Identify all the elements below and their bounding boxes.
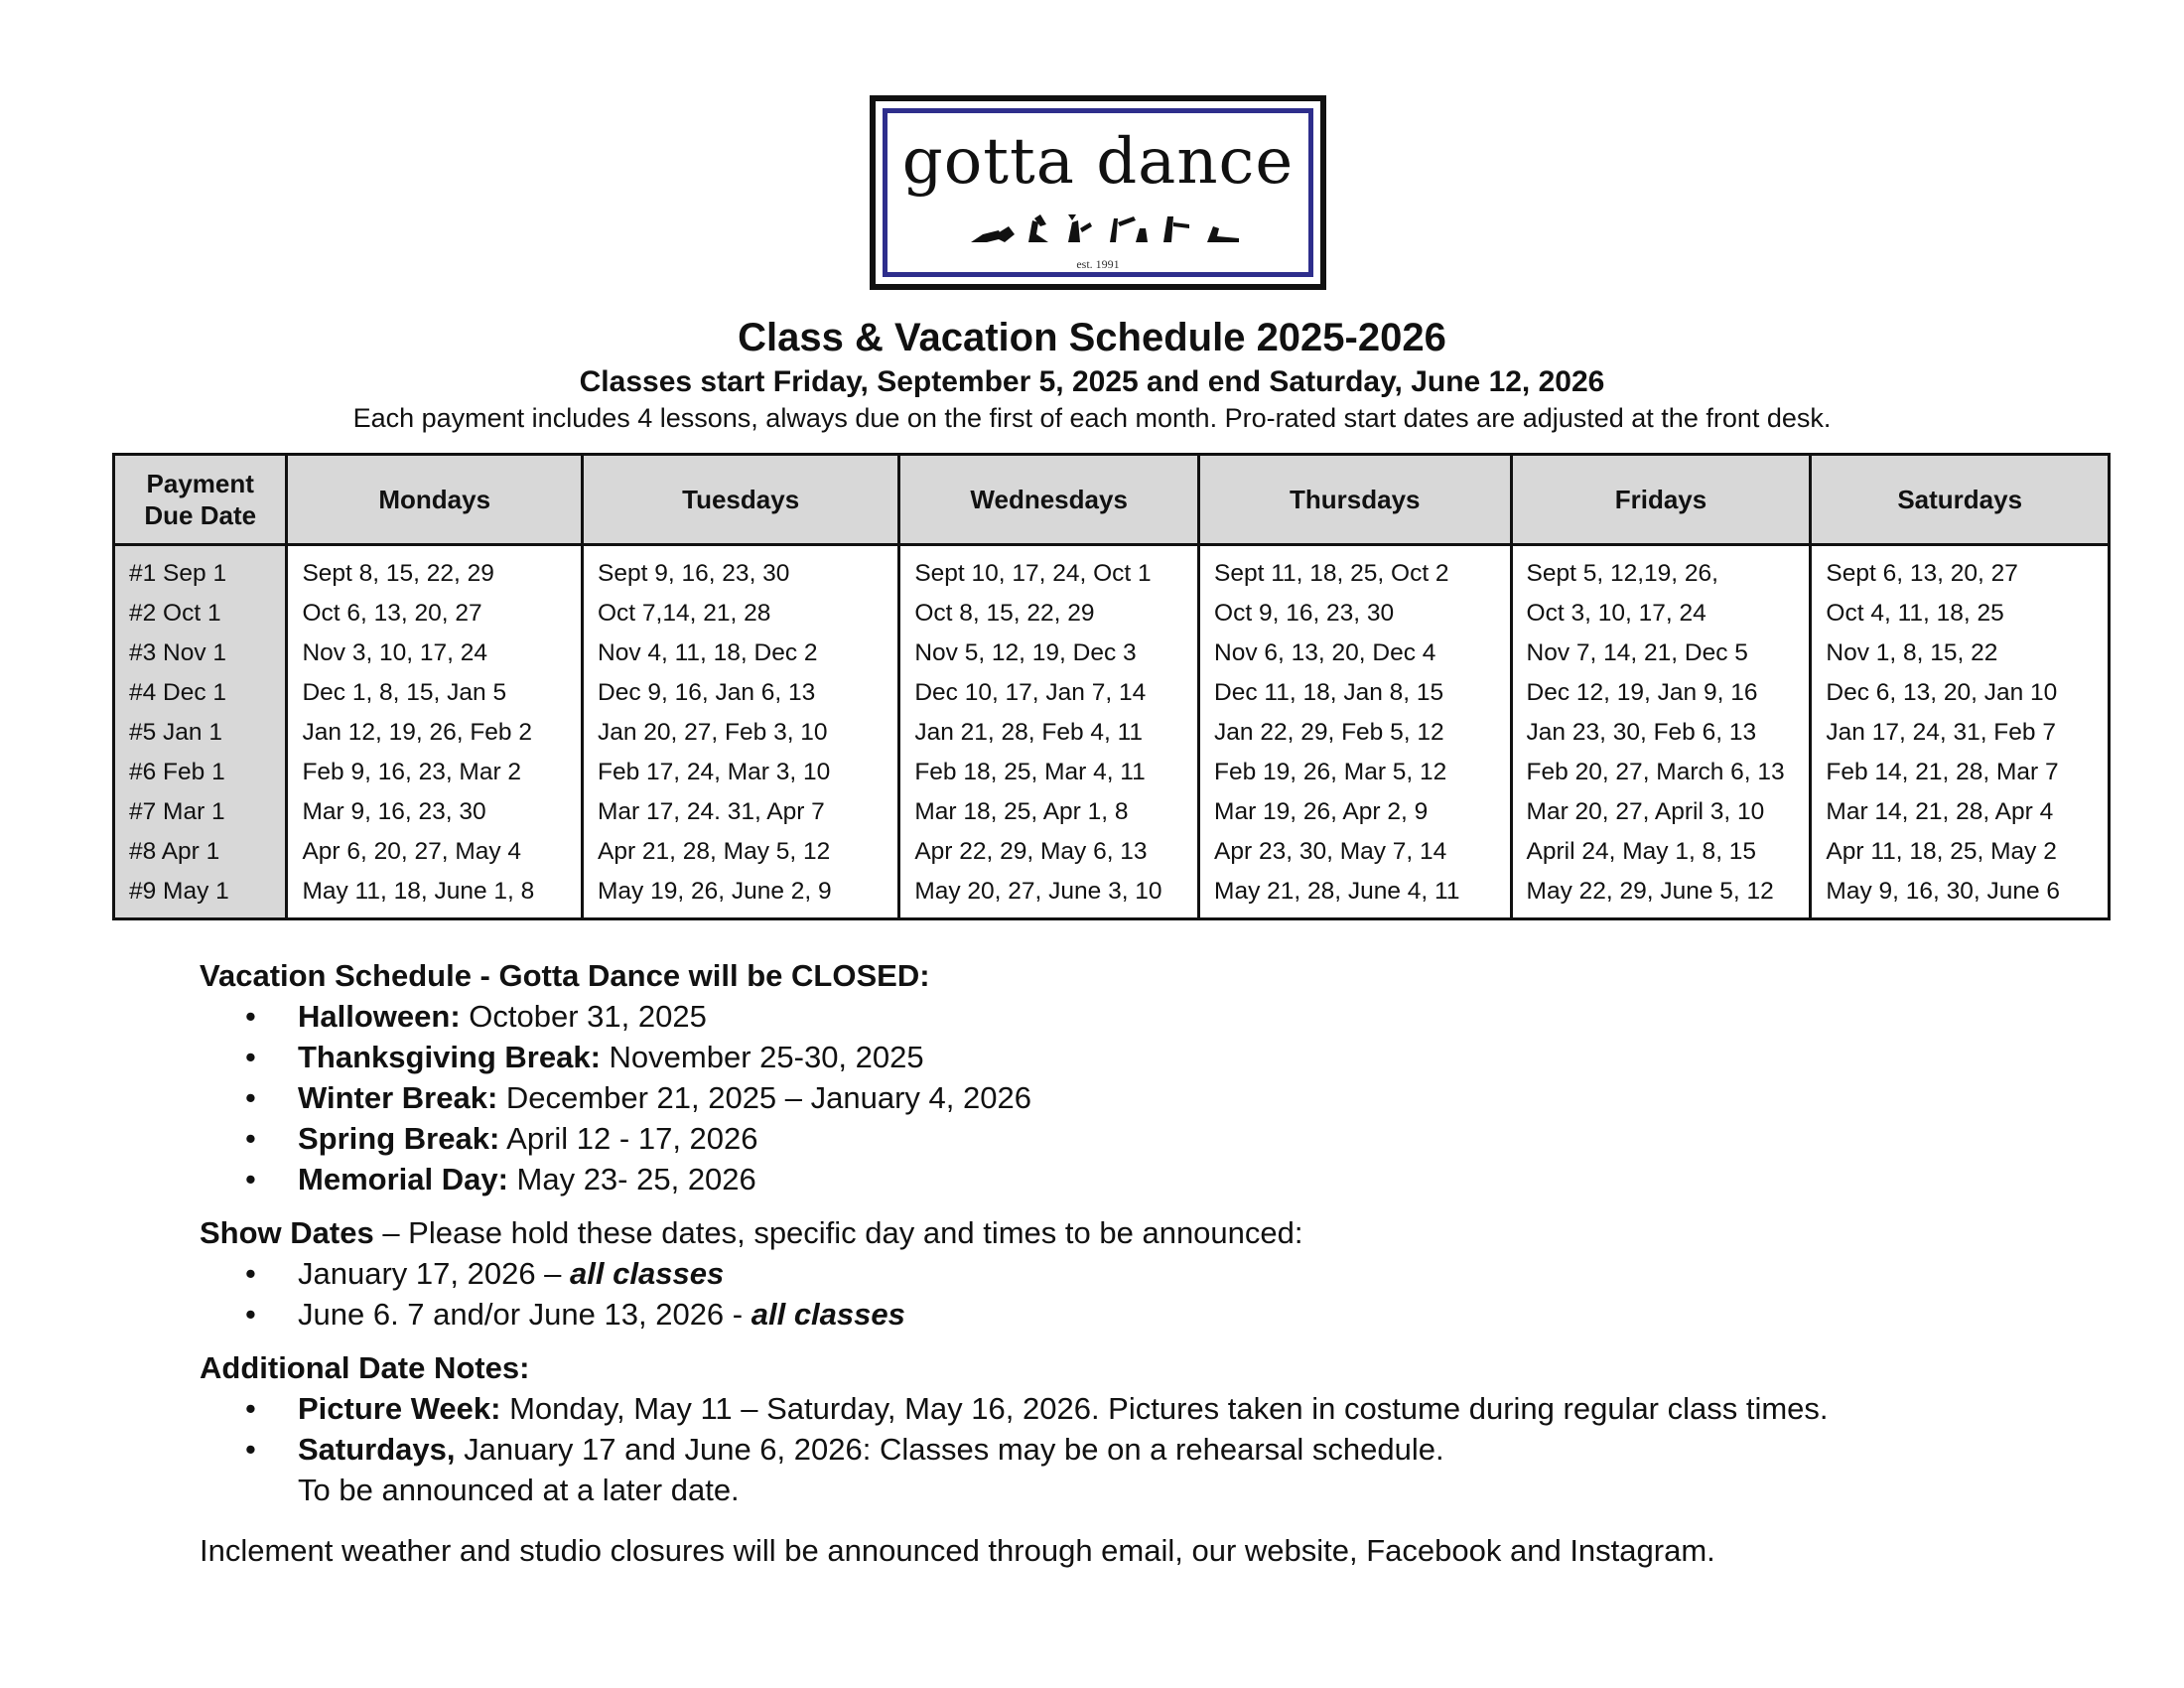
logo xyxy=(870,95,1326,290)
table-cell: Feb 14, 21, 28, Mar 7 xyxy=(1811,753,2110,792)
item-text: November 25-30, 2025 xyxy=(600,1040,924,1074)
table-cell: Jan 12, 19, 26, Feb 2 xyxy=(287,713,583,753)
table-cell: Oct 9, 16, 23, 30 xyxy=(1199,594,1512,633)
logo-wordmark: gotta dance xyxy=(901,125,1295,199)
table-row xyxy=(114,832,2110,872)
item-text: June 6. 7 and/or June 13, 2026 - xyxy=(298,1297,751,1332)
table-cell: Oct 6, 13, 20, 27 xyxy=(287,594,583,633)
table-cell: Apr 23, 30, May 7, 14 xyxy=(1199,832,1512,872)
table-cell: Nov 7, 14, 21, Dec 5 xyxy=(1511,633,1811,673)
header-tuesdays: Tuesdays xyxy=(583,455,899,545)
list-item xyxy=(298,1429,2135,1510)
table-row xyxy=(114,792,2110,832)
item-text: October 31, 2025 xyxy=(460,999,707,1034)
logo-established: est. 1991 xyxy=(1076,257,1120,271)
table-cell: Dec 9, 16, Jan 6, 13 xyxy=(583,673,899,713)
dancer-silhouettes-icon xyxy=(969,212,1257,248)
table-cell: Jan 22, 29, Feb 5, 12 xyxy=(1199,713,1512,753)
table-row xyxy=(114,594,2110,633)
list-item xyxy=(298,1388,2135,1429)
table-cell: Feb 9, 16, 23, Mar 2 xyxy=(287,753,583,792)
header-saturdays: Saturdays xyxy=(1811,455,2110,545)
table-cell: May 11, 18, June 1, 8 xyxy=(287,872,583,919)
item-label: Spring Break: xyxy=(298,1121,500,1156)
item-label: Memorial Day: xyxy=(298,1162,508,1196)
list-item xyxy=(298,1253,2135,1294)
item-emphasis: all classes xyxy=(570,1256,725,1291)
table-cell: April 24, May 1, 8, 15 xyxy=(1511,832,1811,872)
table-cell: Feb 18, 25, Mar 4, 11 xyxy=(899,753,1199,792)
table-cell: Apr 6, 20, 27, May 4 xyxy=(287,832,583,872)
notes-section xyxy=(200,955,2135,1571)
table-cell: Nov 4, 11, 18, Dec 2 xyxy=(583,633,899,673)
table-cell: Mar 19, 26, Apr 2, 9 xyxy=(1199,792,1512,832)
table-cell: Sept 5, 12,19, 26, xyxy=(1511,545,1811,595)
page-subtitle: Classes start Friday, September 5, 2025 and end Saturday, June 12, 2026 xyxy=(579,365,1605,398)
table-cell: Jan 17, 24, 31, Feb 7 xyxy=(1811,713,2110,753)
table-cell: Sept 10, 17, 24, Oct 1 xyxy=(899,545,1199,595)
payment-cell: #3 Nov 1 xyxy=(114,633,287,673)
payment-note: Each payment includes 4 lessons, always due on the first of each month. Pro-rated start dates are adjusted at the front desk. xyxy=(352,403,1832,433)
table-cell: Mar 14, 21, 28, Apr 4 xyxy=(1811,792,2110,832)
item-emphasis: all classes xyxy=(751,1297,905,1332)
payment-cell: #2 Oct 1 xyxy=(114,594,287,633)
list-item xyxy=(298,1077,2135,1118)
weather-closure-note: Inclement weather and studio closures will be announced through email, our website, Facebook and Instagram. xyxy=(200,1533,1715,1568)
additional-notes-list xyxy=(200,1388,2135,1510)
item-label: Thanksgiving Break: xyxy=(298,1040,601,1074)
table-cell: Apr 22, 29, May 6, 13 xyxy=(899,832,1199,872)
item-text: January 17, 2026 – xyxy=(298,1256,571,1291)
table-cell: May 20, 27, June 3, 10 xyxy=(899,872,1199,919)
table-cell: Nov 1, 8, 15, 22 xyxy=(1811,633,2110,673)
table-cell: May 19, 26, June 2, 9 xyxy=(583,872,899,919)
header-thursdays: Thursdays xyxy=(1199,455,1512,545)
table-row xyxy=(114,872,2110,919)
table-header-row xyxy=(114,455,2110,545)
payment-cell: #9 May 1 xyxy=(114,872,287,919)
list-item xyxy=(298,1037,2135,1077)
table-cell: Oct 7,14, 21, 28 xyxy=(583,594,899,633)
item-label: Picture Week: xyxy=(298,1391,501,1426)
list-item xyxy=(298,996,2135,1037)
header-payment-due-date xyxy=(114,455,287,545)
table-cell: Dec 11, 18, Jan 8, 15 xyxy=(1199,673,1512,713)
table-cell: Sept 11, 18, 25, Oct 2 xyxy=(1199,545,1512,595)
table-cell: Mar 17, 24. 31, Apr 7 xyxy=(583,792,899,832)
table-cell: Jan 23, 30, Feb 6, 13 xyxy=(1511,713,1811,753)
table-cell: Nov 5, 12, 19, Dec 3 xyxy=(899,633,1199,673)
table-row xyxy=(114,713,2110,753)
table-cell: Nov 6, 13, 20, Dec 4 xyxy=(1199,633,1512,673)
header-mondays: Mondays xyxy=(287,455,583,545)
table-cell: Oct 8, 15, 22, 29 xyxy=(899,594,1199,633)
table-row xyxy=(114,673,2110,713)
item-label: Halloween: xyxy=(298,999,461,1034)
table-cell: Jan 20, 27, Feb 3, 10 xyxy=(583,713,899,753)
payment-cell: #8 Apr 1 xyxy=(114,832,287,872)
table-cell: Mar 18, 25, Apr 1, 8 xyxy=(899,792,1199,832)
item-text: January 17 and June 6, 2026: Classes may be on a rehearsal schedule. xyxy=(455,1432,1444,1467)
vacation-list xyxy=(200,996,2135,1199)
schedule-table xyxy=(112,453,2111,920)
table-row xyxy=(114,753,2110,792)
table-cell: Apr 21, 28, May 5, 12 xyxy=(583,832,899,872)
list-item xyxy=(298,1294,2135,1335)
item-text: Monday, May 11 – Saturday, May 16, 2026. Pictures taken in costume during regular class times. xyxy=(500,1391,1829,1426)
item-label: Saturdays, xyxy=(298,1432,456,1467)
table-row xyxy=(114,633,2110,673)
item-text: April 12 - 17, 2026 xyxy=(499,1121,758,1156)
table-cell: Mar 9, 16, 23, 30 xyxy=(287,792,583,832)
table-cell: Dec 10, 17, Jan 7, 14 xyxy=(899,673,1199,713)
show-dates-line xyxy=(200,1212,2135,1253)
table-cell: Sept 6, 13, 20, 27 xyxy=(1811,545,2110,595)
table-cell: Nov 3, 10, 17, 24 xyxy=(287,633,583,673)
table-cell: Jan 21, 28, Feb 4, 11 xyxy=(899,713,1199,753)
show-dates-heading: Show Dates xyxy=(200,1215,374,1250)
show-dates-intro: – Please hold these dates, specific day and times to be announced: xyxy=(373,1215,1303,1250)
table-cell: Dec 1, 8, 15, Jan 5 xyxy=(287,673,583,713)
table-cell: Apr 11, 18, 25, May 2 xyxy=(1811,832,2110,872)
item-text-line2: To be announced at a later date. xyxy=(298,1473,740,1507)
table-cell: Oct 4, 11, 18, 25 xyxy=(1811,594,2110,633)
header-payment-line2: Due Date xyxy=(144,500,257,530)
table-cell: May 9, 16, 30, June 6 xyxy=(1811,872,2110,919)
vacation-heading: Vacation Schedule - Gotta Dance will be CLOSED: xyxy=(200,958,930,993)
table-cell: Sept 8, 15, 22, 29 xyxy=(287,545,583,595)
payment-cell: #1 Sep 1 xyxy=(114,545,287,595)
table-cell: Feb 19, 26, Mar 5, 12 xyxy=(1199,753,1512,792)
header-fridays: Fridays xyxy=(1511,455,1811,545)
table-cell: Feb 17, 24, Mar 3, 10 xyxy=(583,753,899,792)
table-cell: Oct 3, 10, 17, 24 xyxy=(1511,594,1811,633)
table-cell: Feb 20, 27, March 6, 13 xyxy=(1511,753,1811,792)
item-text: May 23- 25, 2026 xyxy=(507,1162,756,1196)
payment-cell: #5 Jan 1 xyxy=(114,713,287,753)
table-cell: Mar 20, 27, April 3, 10 xyxy=(1511,792,1811,832)
list-item xyxy=(298,1159,2135,1199)
list-item xyxy=(298,1118,2135,1159)
payment-cell: #4 Dec 1 xyxy=(114,673,287,713)
additional-notes-heading: Additional Date Notes: xyxy=(200,1350,530,1385)
item-text: December 21, 2025 – January 4, 2026 xyxy=(497,1080,1031,1115)
header-payment-line1: Payment xyxy=(146,469,254,498)
header-wednesdays: Wednesdays xyxy=(899,455,1199,545)
logo-frame xyxy=(883,108,1313,277)
table-cell: Dec 6, 13, 20, Jan 10 xyxy=(1811,673,2110,713)
table-cell: Sept 9, 16, 23, 30 xyxy=(583,545,899,595)
table-cell: May 22, 29, June 5, 12 xyxy=(1511,872,1811,919)
table-cell: Dec 12, 19, Jan 9, 16 xyxy=(1511,673,1811,713)
item-label: Winter Break: xyxy=(298,1080,498,1115)
table-cell: May 21, 28, June 4, 11 xyxy=(1199,872,1512,919)
page-title: Class & Vacation Schedule 2025-2026 xyxy=(738,316,1446,359)
table-row xyxy=(114,545,2110,595)
payment-cell: #6 Feb 1 xyxy=(114,753,287,792)
payment-cell: #7 Mar 1 xyxy=(114,792,287,832)
show-dates-list xyxy=(200,1253,2135,1335)
